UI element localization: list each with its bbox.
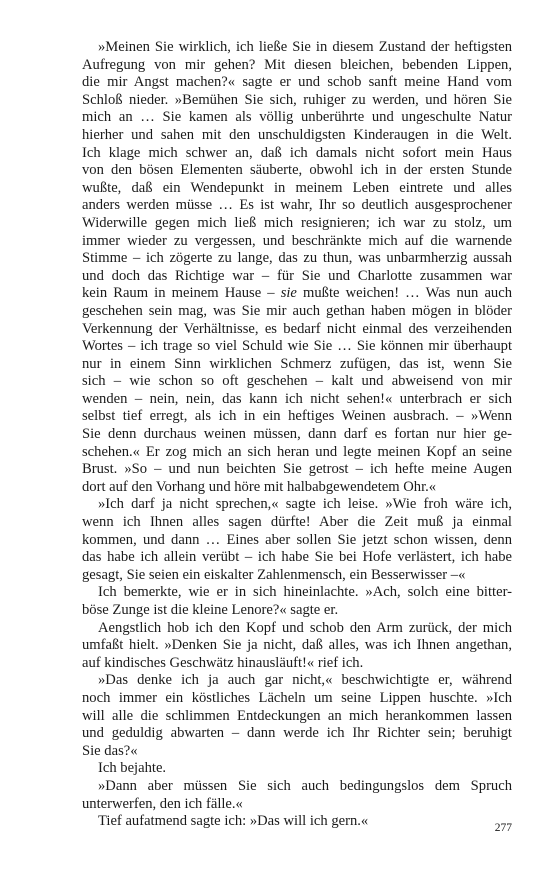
text-line: wenden – nein, nein, das kann ich nicht sehen!« unterbrach er sich: [82, 390, 512, 407]
text-line: Schloß nieder. »Bemühen Sie sich, ruhiger zu werden, und hören Sie: [82, 91, 512, 108]
text-line: immer wieder zu vergessen, und beschränkte mich auf die warnende: [82, 232, 512, 249]
text-line: von den bösen Elementen säuberte, obwohl ich in der ersten Stunde: [82, 162, 512, 179]
text-line: Sie das?«: [82, 742, 138, 759]
page-number: 277: [494, 822, 512, 834]
text-line: und doch das Richtige war – für Sie und Charlotte zusammen war: [82, 267, 512, 284]
text-line: unterwerfen, den ich fälle.«: [82, 795, 243, 812]
text-line: Aufregung von mir gehen? Mit diesen bleichen, bebenden Lippen,: [82, 56, 512, 73]
text-line: und geduldig abwarten – dann werde ich Ihr Richter sein; beruhigt: [82, 725, 512, 742]
body-text: [82, 39, 512, 831]
text-line: die mir Angst machen?« sagte er und schob sanft meine Hand vom: [82, 74, 512, 91]
text-line: selbst tief erregt, als ich in ein heftiges Weinen ausbrach. – »Wenn: [82, 408, 512, 425]
text-line: geschehen sein mag, was Sie mir auch gethan haben mögen in blöder: [82, 302, 512, 319]
text-line: Ich klage mich schwer an, daß ich damals nicht sofort mein Haus: [82, 144, 512, 161]
emphasis: sie: [280, 285, 297, 302]
text-line: wenn ich Ihnen alles sagen dürfte! Aber die Zeit muß ja einmal: [82, 514, 512, 531]
text-line: mich an … Sie kamen als völlig unberührte und ungeschulte Natur: [82, 109, 512, 126]
text-line: auf kindisches Geschwätz hinausläuft!« rief ich.: [82, 654, 364, 671]
text-line: Stimme – ich zögerte zu lange, das zu thun, was unbarmherzig aussah: [82, 250, 512, 267]
text-line: will alle die schlimmen Entdeckungen an mich herankommen lassen: [82, 707, 512, 724]
text-line: Aengstlich hob ich den Kopf und schob den Arm zurück, der mich: [98, 619, 512, 636]
text-line: böse Zunge ist die kleine Lenore?« sagte er.: [82, 602, 339, 618]
text-line: »Meinen Sie wirklich, ich ließe Sie in diesem Zustand der heftigsten: [98, 39, 512, 55]
text-line: dort auf den Vorhang und höre mit halbabgewendetem Ohr.«: [82, 478, 437, 495]
text-line: nur in einem Sinn wirklichen Schmerz zufügen, das ist, wenn Sie: [82, 355, 512, 372]
text-line: gesagt, Sie seien ein eiskalter Zahlenmensch, ein Besserwisser –«: [82, 566, 466, 583]
text-line: hierher und sahen mit den unschuldigsten Kinderaugen in die Welt.: [82, 126, 512, 143]
text-line: Wortes – ich trage so viel Schuld wie Sie … Sie können mir überhaupt: [82, 338, 512, 355]
text-line: noch immer ein köstliches Lächeln um seine Lippen huschte. »Ich: [82, 689, 512, 706]
text-line: sich – wie schon so oft geschehen – kalt und abweisend von mir: [82, 373, 512, 390]
text-line: Ich bemerkte, wie er in sich hineinlachte. »Ach, solch eine bitter-: [98, 584, 512, 601]
text-line: »Dann aber müssen Sie sich auch bedingungslos dem Spruch: [98, 777, 512, 794]
text-line: kommen, und dann … Eines aber sollen Sie jetzt schon wissen, denn: [82, 531, 512, 548]
text-line: das habe ich allein verübt – ich habe Sie bei Hofe verlästert, ich habe: [82, 549, 512, 566]
text-line: Verkennung der Verhältnisse, es bedarf nicht einmal des verzeihenden: [82, 320, 512, 337]
text-line: Ich bejahte.: [98, 760, 167, 777]
text-line: »Ich darf ja nicht sprechen,« sagte ich leise. »Wie froh wäre ich,: [98, 496, 512, 513]
text-line: kein Raum in meinem Hause – sie mußte weichen! … Was nun auch: [82, 285, 512, 302]
text-line: wußte, daß ein Wendepunkt in meinem Leben eintrete und alles: [82, 179, 512, 196]
text-line: schehen.« Er zog mich an sich heran und legte meinen Kopf an seine: [82, 443, 512, 460]
text-line: Sie denn durchaus weinen müssen, dann darf es fortan nur hier ge-: [82, 426, 512, 443]
text-line: anders werden müsse … Es ist wahr, Ihr so deutlich ausgesprochener: [82, 197, 512, 214]
text-line: Tief aufatmend sagte ich: »Das will ich gern.«: [98, 813, 369, 830]
text-line: »Das denke ich ja auch gar nicht,« beschwichtigte er, während: [98, 672, 512, 689]
text-line: umfaßt hielt. »Denken Sie ja nicht, daß alles, was ich Ihnen angethan,: [82, 637, 512, 654]
text-line: Widerwille gegen mich ließ mich resignieren; ich war zu stolz, um: [82, 214, 512, 231]
text-line: Brust. »So – und nun beichten Sie getrost – ich hefte meine Augen: [82, 461, 512, 478]
